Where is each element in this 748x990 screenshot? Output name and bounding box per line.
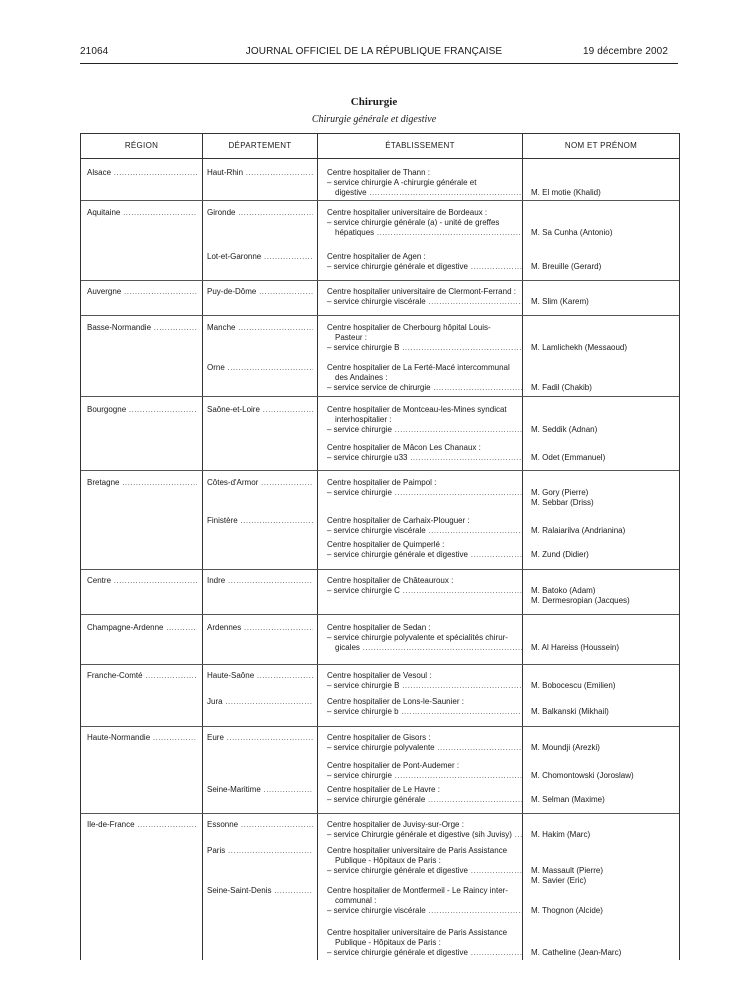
- nom-cell: M. El motie (Khalid): [531, 188, 601, 197]
- nom-cell: M. Fadil (Chakib): [531, 383, 592, 392]
- nom-cell: M. Thognon (Alcide): [531, 906, 603, 915]
- region-cell: Alsace .....: [87, 168, 197, 178]
- etablissement-line: – service service de chirurgie .....: [327, 383, 523, 393]
- etablissement-line: Centre hospitalier universitaire de Paris Assistance: [327, 846, 508, 855]
- nom-cell: M. Odet (Emmanuel): [531, 453, 606, 462]
- etablissement-line: – service chirurgie générale (a) - unité de greffes: [327, 218, 500, 227]
- region-cell: Centre .....: [87, 576, 197, 586]
- nom-cell: M. Zund (Didier): [531, 550, 589, 559]
- nom-cell: M. Seddik (Adnan): [531, 425, 598, 434]
- nom-cell: M. Catheline (Jean-Marc): [531, 948, 622, 957]
- etablissement-line: – service chirurgie B .....: [327, 681, 523, 691]
- etablissement-cell: [327, 785, 523, 805]
- departement-cell: Seine-Saint-Denis .....: [207, 886, 313, 896]
- page-number: 21064: [80, 46, 109, 57]
- etablissement-line: – service chirurgie b .....: [327, 707, 523, 717]
- nom-cell: M. Sebbar (Driss): [531, 498, 594, 507]
- etablissement-line: Centre hospitalier de Pont-Audemer :: [327, 761, 460, 770]
- etablissement-cell: [327, 168, 523, 198]
- etablissement-cell: [327, 252, 523, 272]
- etablissement-cell: [327, 623, 523, 653]
- departement-cell: Côtes-d'Armor .....: [207, 478, 313, 488]
- etablissement-line: hépatiques .....: [327, 228, 523, 238]
- section-title: Chirurgie: [350, 96, 398, 108]
- etablissement-line: Centre hospitalier de Gisors :: [327, 733, 431, 742]
- etablissement-cell: [327, 928, 523, 958]
- nom-cell: M. Slim (Karem): [531, 297, 589, 306]
- issue-date: 19 décembre 2002: [583, 46, 668, 57]
- etablissement-line: – service chirurgie viscérale .....: [327, 297, 523, 307]
- etablissement-line: Centre hospitalier de La Ferté-Macé intercommunal: [327, 363, 510, 372]
- region-cell: Auvergne .....: [87, 287, 197, 297]
- etablissement-cell: [327, 846, 523, 876]
- journal-title: JOURNAL OFFICIEL DE LA RÉPUBLIQUE FRANÇAISE: [245, 46, 503, 57]
- table-header: [81, 134, 679, 159]
- region-separator: [81, 569, 679, 570]
- nom-cell: M. Bobocescu (Emilien): [531, 681, 616, 690]
- etablissement-line: – service chirurgie générale .....: [327, 795, 523, 805]
- departement-cell: Puy-de-Dôme .....: [207, 287, 313, 297]
- nom-cell: M. Ralaiarilva (Andrianina): [531, 526, 626, 535]
- etablissement-cell: [327, 886, 523, 916]
- nom-cell: M. Dermesropian (Jacques): [531, 596, 630, 605]
- region-separator: [81, 813, 679, 814]
- section-subtitle: Chirurgie générale et digestive: [311, 114, 437, 125]
- region-cell: Haute-Normandie .....: [87, 733, 197, 743]
- col-header-etablissement: ÉTABLISSEMENT: [385, 141, 455, 150]
- etablissement-line: – service chirurgie générale et digestive .....: [327, 948, 523, 958]
- etablissement-cell: [327, 323, 523, 353]
- departement-cell: Haut-Rhin .....: [207, 168, 313, 178]
- etablissement-cell: [327, 697, 523, 717]
- nom-cell: M. Breuille (Gerard): [531, 262, 602, 271]
- region-separator: [81, 200, 679, 201]
- nom-cell: M. Gory (Pierre): [531, 488, 589, 497]
- etablissement-cell: [327, 576, 523, 596]
- etablissement-cell: [327, 443, 523, 463]
- etablissement-cell: [327, 761, 523, 781]
- etablissement-line: Centre hospitalier de Châteauroux :: [327, 576, 454, 585]
- region-cell: Franche-Comté .....: [87, 671, 197, 681]
- etablissement-cell: [327, 540, 523, 560]
- departement-cell: Orne .....: [207, 363, 313, 373]
- nom-cell: M. Batoko (Adam): [531, 586, 596, 595]
- etablissement-line: digestive .....: [327, 188, 523, 198]
- nom-cell: M. Lamlichekh (Messaoud): [531, 343, 628, 352]
- departement-cell: Essonne .....: [207, 820, 313, 830]
- etablissement-line: – service chirurgie .....: [327, 488, 523, 498]
- etablissement-line: Centre hospitalier de Le Havre :: [327, 785, 440, 794]
- region-cell: Bretagne .....: [87, 478, 197, 488]
- etablissement-line: Centre hospitalier universitaire de Clermont-Ferrand :: [327, 287, 516, 296]
- region-separator: [81, 396, 679, 397]
- departement-cell: Lot-et-Garonne .....: [207, 252, 313, 262]
- departement-cell: Gironde .....: [207, 208, 313, 218]
- departement-cell: Ardennes .....: [207, 623, 313, 633]
- etablissement-line: Centre hospitalier de Lons-le-Saunier :: [327, 697, 464, 706]
- region-cell: Bourgogne .....: [87, 405, 197, 415]
- nom-cell: M. Al Hareiss (Houssein): [531, 643, 620, 652]
- etablissement-line: Publique - Hôpitaux de Paris :: [335, 856, 441, 865]
- etablissement-line: – service chirurgie générale et digestive .....: [327, 262, 523, 272]
- nom-cell: M. Chomontowski (Joroslaw): [531, 771, 634, 780]
- etablissement-line: – service chirurgie polyvalente et spécialités chirur-: [327, 633, 508, 642]
- departement-cell: Finistère .....: [207, 516, 313, 526]
- etablissement-cell: [327, 733, 523, 753]
- etablissement-line: Centre hospitalier de Cherbourg hôpital Louis-: [327, 323, 491, 332]
- etablissement-line: Centre hospitalier de Thann :: [327, 168, 431, 177]
- etablissement-line: Pasteur :: [335, 333, 368, 342]
- etablissement-cell: [327, 287, 523, 307]
- etablissement-line: gicales .....: [327, 643, 523, 653]
- etablissement-line: interhospitalier :: [335, 415, 392, 424]
- region-cell: Aquitaine .....: [87, 208, 197, 218]
- departement-cell: Indre .....: [207, 576, 313, 586]
- etablissement-line: Centre hospitalier universitaire de Bordeaux :: [327, 208, 488, 217]
- etablissement-line: – service chirurgie viscérale .....: [327, 906, 523, 916]
- etablissement-cell: [327, 363, 523, 393]
- etablissement-line: – service chirurgie B .....: [327, 343, 523, 353]
- etablissement-cell: [327, 820, 523, 840]
- nom-cell: M. Sa Cunha (Antonio): [531, 228, 613, 237]
- etablissement-line: communal :: [335, 896, 377, 905]
- etablissement-line: – service chirurgie générale et digestive .....: [327, 866, 523, 876]
- etablissement-line: – service chirurgie u33 .....: [327, 453, 523, 463]
- region-separator: [81, 470, 679, 471]
- etablissement-line: des Andaines :: [335, 373, 388, 382]
- etablissement-line: Centre hospitalier de Sedan :: [327, 623, 431, 632]
- departement-cell: Paris .....: [207, 846, 313, 856]
- etablissement-line: Centre hospitalier de Vesoul :: [327, 671, 432, 680]
- etablissement-cell: [327, 478, 523, 498]
- etablissement-line: Centre hospitalier de Mâcon Les Chanaux :: [327, 443, 481, 452]
- etablissement-line: Publique - Hôpitaux de Paris :: [335, 938, 441, 947]
- column-divider: [317, 134, 318, 960]
- region-cell: Ile-de-France .....: [87, 820, 197, 830]
- etablissement-line: Centre hospitalier de Montfermeil - Le Raincy inter-: [327, 886, 508, 895]
- region-separator: [81, 315, 679, 316]
- etablissement-line: Centre hospitalier de Agen :: [327, 252, 426, 261]
- assignments-table: [80, 133, 680, 960]
- region-cell: Basse-Normandie .....: [87, 323, 197, 333]
- etablissement-line: – service chirurgie viscérale .....: [327, 526, 523, 536]
- etablissement-line: – service chirurgie A -chirurgie générale et: [327, 178, 477, 187]
- region-separator: [81, 614, 679, 615]
- col-header-departement: DÉPARTEMENT: [228, 141, 292, 150]
- etablissement-cell: [327, 208, 523, 238]
- nom-cell: M. Savier (Eric): [531, 876, 587, 885]
- etablissement-cell: [327, 405, 523, 435]
- etablissement-line: – service chirurgie .....: [327, 771, 523, 781]
- region-separator: [81, 726, 679, 727]
- region-separator: [81, 280, 679, 281]
- etablissement-line: – service chirurgie polyvalente .....: [327, 743, 523, 753]
- etablissement-cell: [327, 516, 523, 536]
- etablissement-line: – service chirurgie C .....: [327, 586, 523, 596]
- etablissement-line: Centre hospitalier de Carhaix-Plouguer :: [327, 516, 470, 525]
- departement-cell: Eure .....: [207, 733, 313, 743]
- departement-cell: Seine-Maritime .....: [207, 785, 313, 795]
- nom-cell: M. Moundji (Arezki): [531, 743, 600, 752]
- column-divider: [202, 134, 203, 960]
- nom-cell: M. Massault (Pierre): [531, 866, 604, 875]
- etablissement-line: Centre hospitalier de Paimpol :: [327, 478, 437, 487]
- departement-cell: Saône-et-Loire .....: [207, 405, 313, 415]
- etablissement-line: Centre hospitalier de Quimperlé :: [327, 540, 445, 549]
- etablissement-line: Centre hospitalier de Montceau-les-Mines syndicat: [327, 405, 507, 414]
- departement-cell: Jura .....: [207, 697, 313, 707]
- etablissement-line: – service chirurgie générale et digestive .....: [327, 550, 523, 560]
- departement-cell: Manche .....: [207, 323, 313, 333]
- header-rule: [80, 63, 678, 64]
- region-separator: [81, 664, 679, 665]
- nom-cell: M. Selman (Maxime): [531, 795, 605, 804]
- departement-cell: Haute-Saône .....: [207, 671, 313, 681]
- region-cell: Champagne-Ardenne .....: [87, 623, 197, 633]
- etablissement-line: Centre hospitalier universitaire de Paris Assistance: [327, 928, 508, 937]
- col-header-region: RÉGION: [124, 141, 159, 150]
- col-header-nom: NOM ET PRÉNOM: [564, 141, 638, 150]
- etablissement-line: – service Chirurgie générale et digestive (sih Juvisy) .....: [327, 830, 523, 840]
- etablissement-line: – service chirurgie .....: [327, 425, 523, 435]
- etablissement-cell: [327, 671, 523, 691]
- etablissement-line: Centre hospitalier de Juvisy-sur-Orge :: [327, 820, 464, 829]
- nom-cell: M. Hakim (Marc): [531, 830, 591, 839]
- nom-cell: M. Balkanski (Mikhail): [531, 707, 609, 716]
